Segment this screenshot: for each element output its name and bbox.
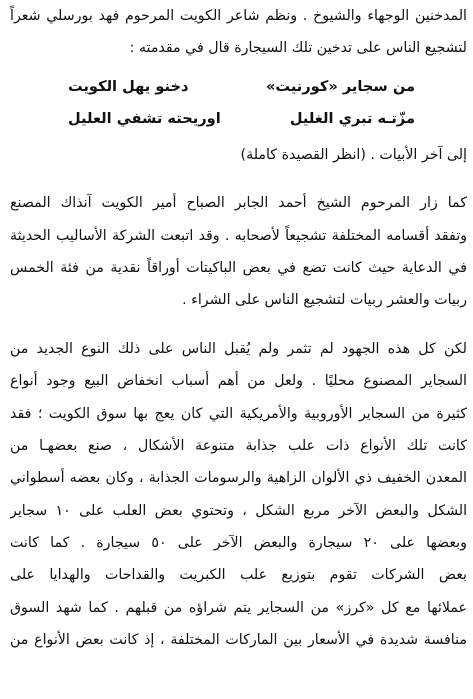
text-line: السجاير المصنوع محليًا . ولعل من أهم أسباب انخفاض البيع وجود أنواع (10, 373, 467, 390)
poem-verses (10, 71, 467, 135)
text-line: كما زار المرحوم الشيخ أحمد الجابر الصباح أمير الكويت آنذاك المصنع (10, 195, 467, 212)
paragraph-competition (10, 333, 467, 657)
text-line: المدخنين الوجهاء والشيوخ . ونظم شاعر الكويت المرحوم فهد بورسلي شعراً (10, 8, 467, 24)
text-line: عملائها مع كل «كرز» من السجاير يتم شراؤه من قبلهم . كما شهد السوق (10, 599, 467, 616)
verse-first-hemistich: مزّتـه تبري الغليل (289, 109, 415, 127)
text-line: المعدن الخفيف ذي الألوان الزاهية والرسومات الجذابة ، وكان بعضه أسطواني (10, 470, 467, 487)
text-line: في الدعاية حيث كانت تضع في بعض الباكيتات أوراقاً نقدية من فئة الخمس (10, 259, 467, 276)
poem-verse (68, 103, 415, 135)
text-line: كانت تلك الأنواع ذات علب جذابة متنوعة الأشكال ، صنع بعضهـا من (10, 437, 467, 454)
text-line: لكن كل هذه الجهود لم تثمر ولم يُقبل الناس على ذلك النوع الجديد من (10, 340, 467, 357)
text-line: ربيات والعشر ربيات لتشجيع الناس على الشراء . (182, 292, 467, 309)
text-line: كثيرة من السجاير الأوروبية والأمريكية التي كان يعج بها سوق الكويت ؛ فقد (10, 405, 467, 422)
verse-first-hemistich: من سجاير «كورنيت» (265, 77, 415, 95)
text-line: منافسة شديدة في الأسعار بين الماركات المختلفة ، إذ كانت بعض الأنواع من (10, 632, 467, 649)
verse-second-hemistich: دخنو يهل الكويت (68, 77, 189, 95)
text-line: وتفقد أقسامه المختلفة تشجيعاً لأصحابه . وقد اتبعت الشركة الأساليب الحديثة (10, 227, 467, 244)
poem-verse (68, 71, 415, 103)
after-poem-note: إلى آخر الأبيات . (انظر القصيدة كاملة) (240, 146, 467, 163)
text-line: لتشجيع الناس على تدخين تلك السيجارة قال في مقدمته : (129, 40, 467, 57)
text-line: بعض الشركات تقوم بتوزيع علب الكبريت والقداحات والهدايا على (10, 567, 467, 584)
text-line: وبعضها على ٢٠ سيجارة والبعض الآخر على ٥٠ سيجارة . كما كانت (10, 535, 467, 552)
verse-second-hemistich: اوريحته تشفي العليل (68, 109, 221, 127)
opening-paragraph (10, 0, 467, 65)
paragraph-visit (10, 187, 467, 317)
text-line: الشكل والبعض الآخر مربع الشكل ، وتحتوي بعض العلب على ١٠ سجاير (10, 502, 467, 519)
